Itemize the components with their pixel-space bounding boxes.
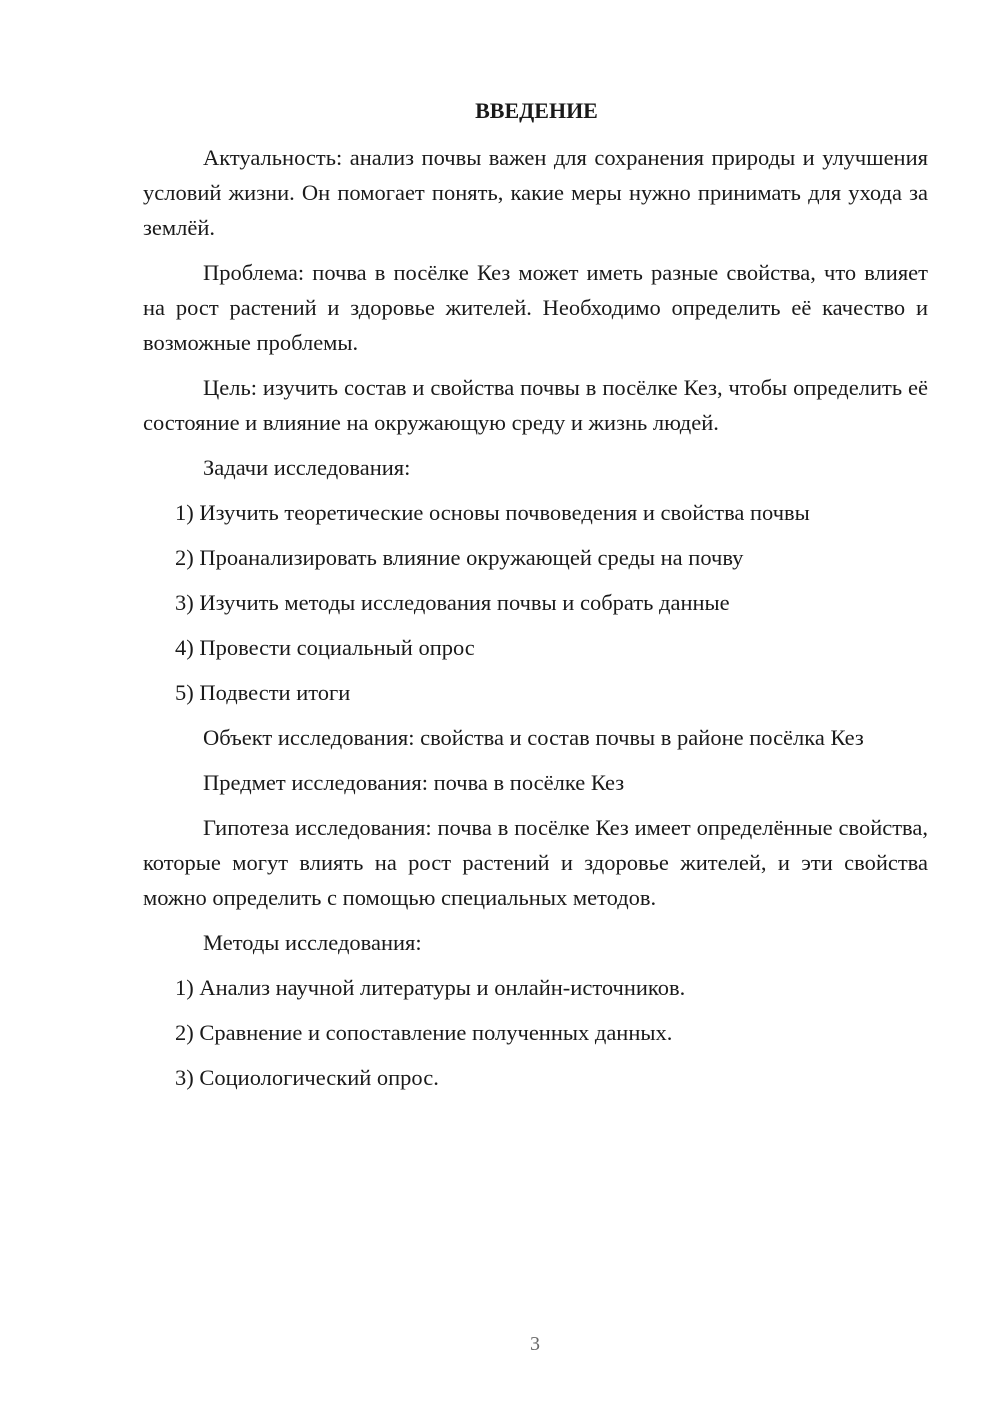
subject-paragraph: Предмет исследования: почва в посёлке Кез bbox=[203, 770, 625, 795]
problem-paragraph: Проблема: почва в посёлке Кез может иметь разные свойства, что влияет на рост растений и здоровье жителей. Необходимо определить её качество и возможные проблемы. bbox=[143, 260, 928, 355]
tasks-heading: Задачи исследования: bbox=[203, 455, 411, 480]
section-title: ВВЕДЕНИЕ bbox=[475, 98, 598, 123]
hypothesis-paragraph: Гипотеза исследования: почва в посёлке Кез имеет определённые свойства, которые могут влиять на рост растений и здоровье жителей, и эти свойства можно определить с помощью специальных методов. bbox=[143, 815, 928, 910]
list-item: 3) Социологический опрос. bbox=[175, 1065, 439, 1090]
list-item: 1) Анализ научной литературы и онлайн-источников. bbox=[175, 975, 686, 1000]
methods-heading: Методы исследования: bbox=[203, 930, 422, 955]
relevance-paragraph: Актуальность: анализ почвы важен для сохранения природы и улучшения условий жизни. Он помогает понять, какие меры нужно принимать для ухода за землёй. bbox=[143, 145, 928, 240]
list-item: 2) Сравнение и сопоставление полученных данных. bbox=[175, 1020, 673, 1045]
goal-paragraph: Цель: изучить состав и свойства почвы в посёлке Кез, чтобы определить её состояние и влияние на окружающую среду и жизнь людей. bbox=[143, 375, 928, 435]
list-item: 1) Изучить теоретические основы почвоведения и свойства почвы bbox=[175, 500, 810, 525]
list-item: 4) Провести социальный опрос bbox=[175, 635, 475, 660]
methods-list bbox=[143, 970, 928, 1095]
object-paragraph: Объект исследования: свойства и состав почвы в районе посёлка Кез bbox=[203, 725, 864, 750]
document-body bbox=[143, 96, 928, 1105]
list-item: 2) Проанализировать влияние окружающей среды на почву bbox=[175, 545, 744, 570]
list-item: 3) Изучить методы исследования почвы и собрать данные bbox=[175, 590, 730, 615]
tasks-list bbox=[143, 495, 928, 710]
page-number: 3 bbox=[530, 1333, 540, 1355]
list-item: 5) Подвести итоги bbox=[175, 680, 351, 705]
